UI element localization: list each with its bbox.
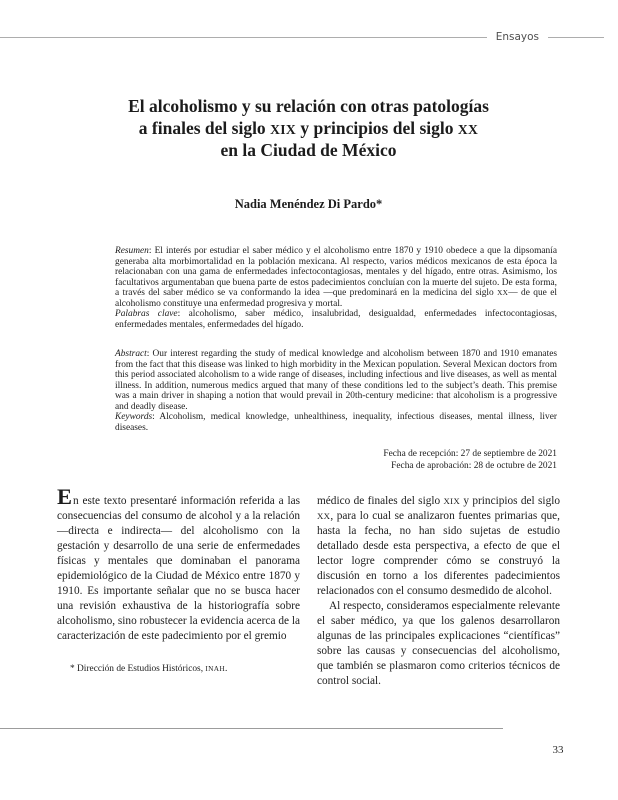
body-paragraph-2: Al respecto, consideramos especialmente relevante el saber médico, ya que los galenos desarrollaron algunas de las principales explicaciones “científicas” sobre las causas y consecuencias del alcoholismo, que también se plasmaron como criterios técnicos de control social. — [317, 600, 560, 687]
article-title — [57, 96, 560, 162]
abstract-english — [115, 349, 557, 433]
title-line-3: en la Ciudad de México — [220, 140, 397, 160]
approval-date: Fecha de aprobación: 28 de octubre de 2021 — [391, 460, 557, 471]
footnote: * Dirección de Estudios Históricos, INAH. — [70, 664, 228, 674]
resumen-paragraph: Resumen: El interés por estudiar el saber médico y el alcoholismo entre 1870 y 1910 obedece a que la dipsomanía generaba alta morbimortalidad en la población mexicana. Al respecto, varios médicos mexicanos de esta época la relacionaban con una gama de enfermedades infectocontagiosas, mentales y del hígado, entre otras. Asimismo, los facultativos argumentaban que buena parte de estos padecimientos concluían con la muerte del sujeto. De esta forma, a través del saber médico se va conformando la idea —que predominará en la medicina del siglo XX— de que el alcoholismo constituye una enfermedad progresiva y mortal. — [115, 246, 557, 309]
title-line-1: El alcoholismo y su relación con otras patologías — [128, 96, 489, 116]
body-columns — [57, 484, 561, 689]
author-name: Nadia Menéndez Di Pardo* — [234, 197, 383, 211]
title-line-2: a finales del siglo XIX y principios del siglo XX — [138, 117, 479, 138]
drop-cap: E — [57, 484, 73, 509]
body-paragraph-1-continued: médico de finales del siglo XIX y principios del siglo XX, para lo cual se analizaron fuentes primarias que, hasta la fecha, no han sido sujetas de estudio detallado desde esta perspectiva, a efecto de que el lector logre comprender cómo se construyó la discusión en torno a los diferentes padecimientos relacionados con el consumo desmedido de alcohol. — [317, 495, 561, 597]
body-paragraph-1 — [57, 484, 300, 644]
submission-dates — [383, 449, 557, 472]
page-content — [57, 0, 560, 800]
abstract-spanish — [115, 246, 557, 330]
body-paragraph-1-text: n este texto presentaré información referida a las consecuencias del consumo de alcohol y a la relación —directa e indirecta— del alcoholismo con la gestación y desarrollo de una serie de enfermedades físicas y mentales que dominaban el panorama epidemiológico de la Ciudad de México entre 1870 y 1910. Es importante señalar que no se busca hacer una revisión exhaustiva de la historiografía sobre alcoholismo, sino robustecer la evidencia acerca de la caracterización de este padecimiento por el gremio — [57, 495, 300, 642]
body-column-right — [317, 494, 560, 689]
reception-date: Fecha de recepción: 27 de septiembre de 2021 — [383, 449, 557, 459]
section-label: Ensayos — [495, 31, 539, 43]
palabras-clave-paragraph: Palabras clave: alcoholismo, saber médico, insalubridad, desigualdad, enfermedades infectocontagiosas, enfermedades mentales, enfermedades del hígado. — [115, 309, 557, 330]
page-number: 33 — [552, 744, 564, 756]
keywords-paragraph: Keywords: Alcoholism, medical knowledge, unhealthiness, inequality, infectious diseases, mental illness, liver diseases. — [115, 412, 557, 433]
footer-rule — [0, 728, 503, 729]
abstract-paragraph: Abstract: Our interest regarding the study of medical knowledge and alcoholism between 1870 and 1910 emanates from the fact that this disease was linked to high morbidity in the Mexican population. Several Mexican doctors from this period associated alcoholism to a wide range of diseases, including infectious and live diseases, as well as mental illness. In addition, numerous medics argued that many of these conditions led to the subject’s death. This premise was a main driver in shaping a notion that would prevail in 20th-century medicine: that alcoholism is a progressive and deadly disease. — [115, 349, 557, 412]
body-column-left — [57, 484, 300, 689]
